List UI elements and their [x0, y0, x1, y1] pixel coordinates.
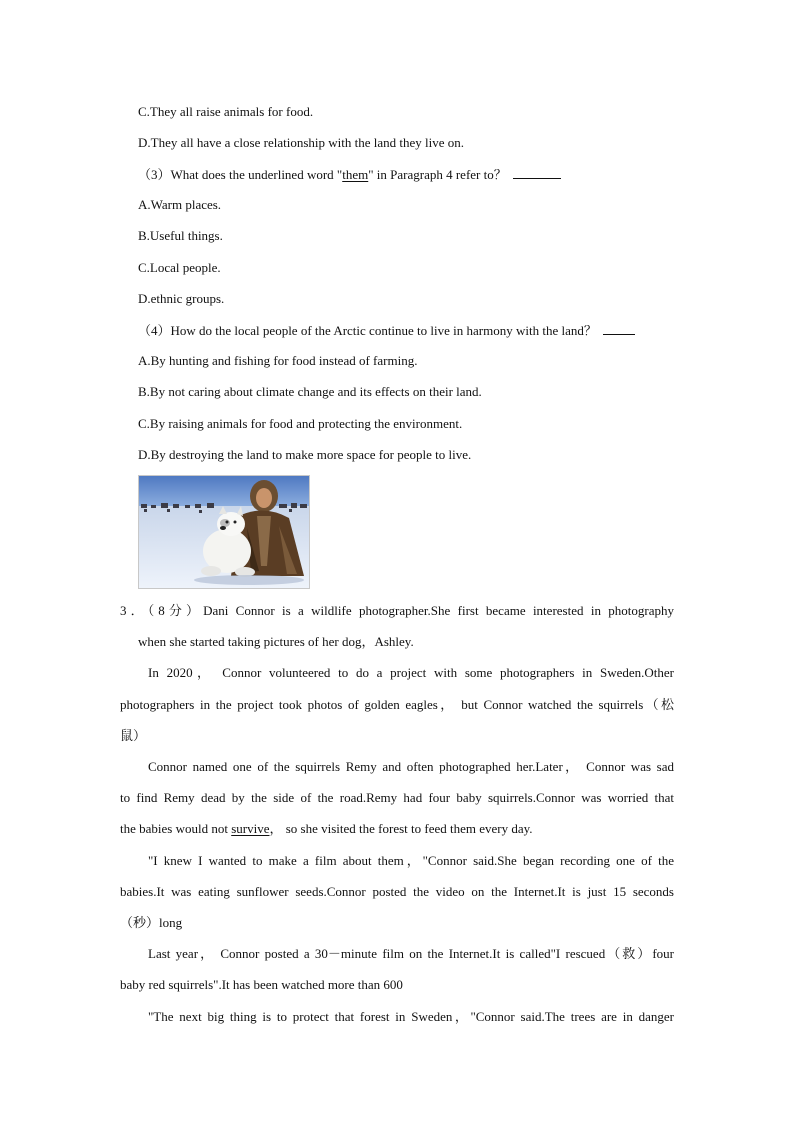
q4-option-c: C.By raising animals for food and protecting the environment. — [138, 416, 463, 431]
para1-line2: photographers in the project took photos of golden eagles， but Connor watched the squirrels（松 — [120, 697, 674, 712]
q2-option-d: D.They all have a close relationship with the land they live on. — [138, 135, 464, 150]
q3-prefix: （3）What does the underlined word " — [138, 167, 343, 182]
q3-option-a: A.Warm places. — [138, 197, 222, 212]
q4-option-b: B.By not caring about climate change and its effects on their land. — [138, 384, 482, 399]
para2-line1: Connor named one of the squirrels Remy and often photographed her.Later， Connor was sad — [148, 759, 674, 774]
para2-line3-suffix: ， so she visited the forest to feed them every day. — [269, 821, 533, 836]
q3-suffix: " in Paragraph 4 refer to？ — [368, 167, 507, 182]
q4-question — [138, 322, 635, 339]
para4-line1: Last year， Connor posted a 30－minute film on the Internet.It is called"I rescued（救）four — [148, 946, 674, 961]
q4-option-d: D.By destroying the land to make more space for people to live. — [138, 447, 472, 462]
q3-option-c: C.Local people. — [138, 260, 221, 275]
para2-line3 — [120, 821, 533, 837]
q3-underlined-word: them — [342, 167, 369, 182]
para3-line2: babies.It was eating sunflower seeds.Connor posted the video on the Internet.It is just 15 seconds — [120, 884, 674, 899]
q3-option-b: B.Useful things. — [138, 228, 223, 243]
q3-question — [138, 166, 561, 183]
underlined-word-survive: survive — [231, 821, 270, 836]
section3-header-cont: when she started taking pictures of her dog，Ashley. — [138, 634, 414, 649]
q3-option-d: D.ethnic groups. — [138, 291, 225, 306]
arctic-man-with-dog-photo — [138, 475, 310, 589]
para5-line1: "The next big thing is to protect that forest in Sweden，"Connor said.The trees are in danger — [148, 1009, 674, 1024]
q4-question-text: （4）How do the local people of the Arctic continue to live in harmony with the land？ — [138, 323, 597, 338]
q2-option-c: C.They all raise animals for food. — [138, 104, 314, 119]
para1-line3: 鼠） — [120, 728, 147, 743]
q3-answer-blank — [513, 166, 561, 179]
para3-line3: （秒）long — [120, 915, 183, 930]
para1-line1: In 2020， Connor volunteered to do a project with some photographers in Sweden.Other — [148, 665, 674, 680]
para2-line2: to find Remy dead by the side of the road.Remy had four baby squirrels.Connor was worried that — [120, 790, 674, 805]
q4-option-a: A.By hunting and fishing for food instead of farming. — [138, 353, 418, 368]
para2-line3-prefix: the babies would not — [120, 821, 232, 836]
section3-header: 3．（8分）Dani Connor is a wildlife photographer.She first became interested in photography — [120, 603, 674, 618]
para3-line1: "I knew I wanted to make a film about them，"Connor said.She began recording one of the — [148, 853, 674, 868]
q4-answer-blank — [603, 322, 635, 335]
para4-line2: baby red squirrels".It has been watched more than 600 — [120, 977, 403, 992]
